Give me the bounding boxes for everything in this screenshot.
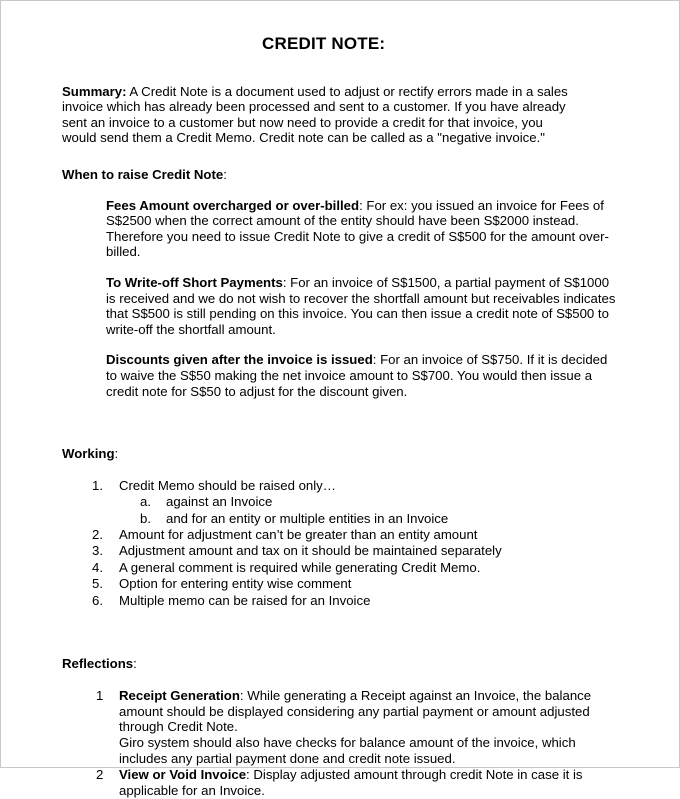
summary-text: A Credit Note is a document used to adjust or rectify errors made in a sales invoice which has already been processed and sent to a customer. If you have already sent an invoice to a customer but now need to provide a credit for that invoice, you would send them a Credit Memo. Credit note can be called as a "negative invoice." (62, 83, 568, 146)
working-list (62, 478, 629, 609)
list-item-text: Option for entering entity wise comment (119, 576, 352, 592)
paragraph-text: : For ex: you issued an invoice for Fees of S$2500 when the correct amount of the entity should have been S$2000 instead. Therefore you need to issue Credit Note to give a credit of S$500 for the amount over-billed. (106, 197, 609, 260)
list-item (62, 543, 629, 559)
section-heading-text: Working (62, 446, 115, 462)
paragraph-lead: Fees Amount overcharged or over-billed (106, 197, 360, 213)
list-item-text: Amount for adjustment can’t be greater than an entity amount (119, 527, 478, 542)
section-heading-suffix: : (223, 167, 227, 183)
list-item (62, 527, 629, 543)
list-marker: 1 (96, 687, 104, 703)
paragraph-write-off-short-payments (62, 275, 629, 337)
list-marker: 1. (92, 477, 103, 493)
paragraph-text: : For an invoice of S$750. If it is decided to waive the S$50 making the net invoice amount to S$700. You would then issue a credit note for S$50 to adjust for the discount given. (106, 352, 608, 399)
document-content (1, 84, 679, 799)
section-spacer (62, 609, 629, 635)
section-heading-text: When to raise Credit Note (62, 167, 224, 183)
list-marker: 5. (92, 576, 103, 592)
list-marker: 2. (92, 527, 103, 542)
list-item (62, 593, 629, 609)
sub-list-marker: b. (140, 510, 151, 526)
list-item-text: : While generating a Receipt against an Invoice, the balance amount should be displayed considering any partial payment or amount adjusted through Credit Note. (119, 687, 592, 735)
reflections-list (62, 688, 629, 799)
section-heading-text: Reflections (62, 656, 134, 672)
section-heading-reflections (62, 656, 629, 672)
list-item-lead: View or Void Invoice (119, 767, 247, 783)
list-item (62, 767, 629, 799)
document-body (1, 1, 679, 799)
sub-list-item (119, 494, 629, 510)
list-marker: 6. (92, 592, 103, 608)
list-item-text: A general comment is required while generating Credit Memo. (119, 559, 481, 575)
summary-label: Summary: (62, 83, 127, 99)
list-item-text: : Display adjusted amount through credit Note in case it is applicable for an Invoice. (119, 767, 583, 799)
section-heading-suffix: : (114, 446, 119, 462)
list-item (62, 560, 629, 576)
paragraph-fees-overcharged (62, 198, 629, 260)
list-item (62, 576, 629, 592)
list-item (62, 688, 629, 768)
working-sublist (119, 494, 629, 527)
paragraph-lead: To Write-off Short Payments (106, 275, 283, 291)
section-spacer (62, 399, 629, 425)
sub-list-item-text: against an Invoice (166, 494, 273, 510)
list-item-lead: Receipt Generation (119, 687, 240, 703)
list-item-extra: Giro system should also have checks for balance amount of the invoice, which includes any partial payment done and credit note issued. (119, 735, 576, 767)
page-title: CREDIT NOTE: (262, 34, 386, 53)
list-marker: 4. (92, 559, 103, 575)
paragraph-lead: Discounts given after the invoice is issued (106, 352, 373, 368)
paragraph-discounts-after-invoice (62, 352, 629, 399)
list-marker: 2 (96, 767, 104, 783)
section-heading-suffix: : (133, 656, 137, 672)
list-marker: 3. (92, 543, 103, 559)
list-item-text: Adjustment amount and tax on it should be maintained separately (119, 543, 502, 559)
paragraph-text: : For an invoice of S$1500, a partial payment of S$1000 is received and we do not wish to recover the shortfall amount but receivables indicates that S$500 is still pending on this invoice. You can then issue a credit note of S$500 to write-off the shortfall amount. (106, 275, 616, 337)
sub-list-marker: a. (140, 494, 151, 510)
sub-list-item (119, 511, 629, 527)
summary-paragraph (62, 84, 629, 146)
section-heading-when-to-raise (62, 167, 629, 183)
section-heading-working (62, 446, 629, 462)
list-item-text: Credit Memo should be raised only… (119, 477, 336, 493)
list-item-text: Multiple memo can be raised for an Invoice (119, 592, 371, 608)
sub-list-item-text: and for an entity or multiple entities in an Invoice (166, 510, 449, 526)
list-item (62, 478, 629, 527)
